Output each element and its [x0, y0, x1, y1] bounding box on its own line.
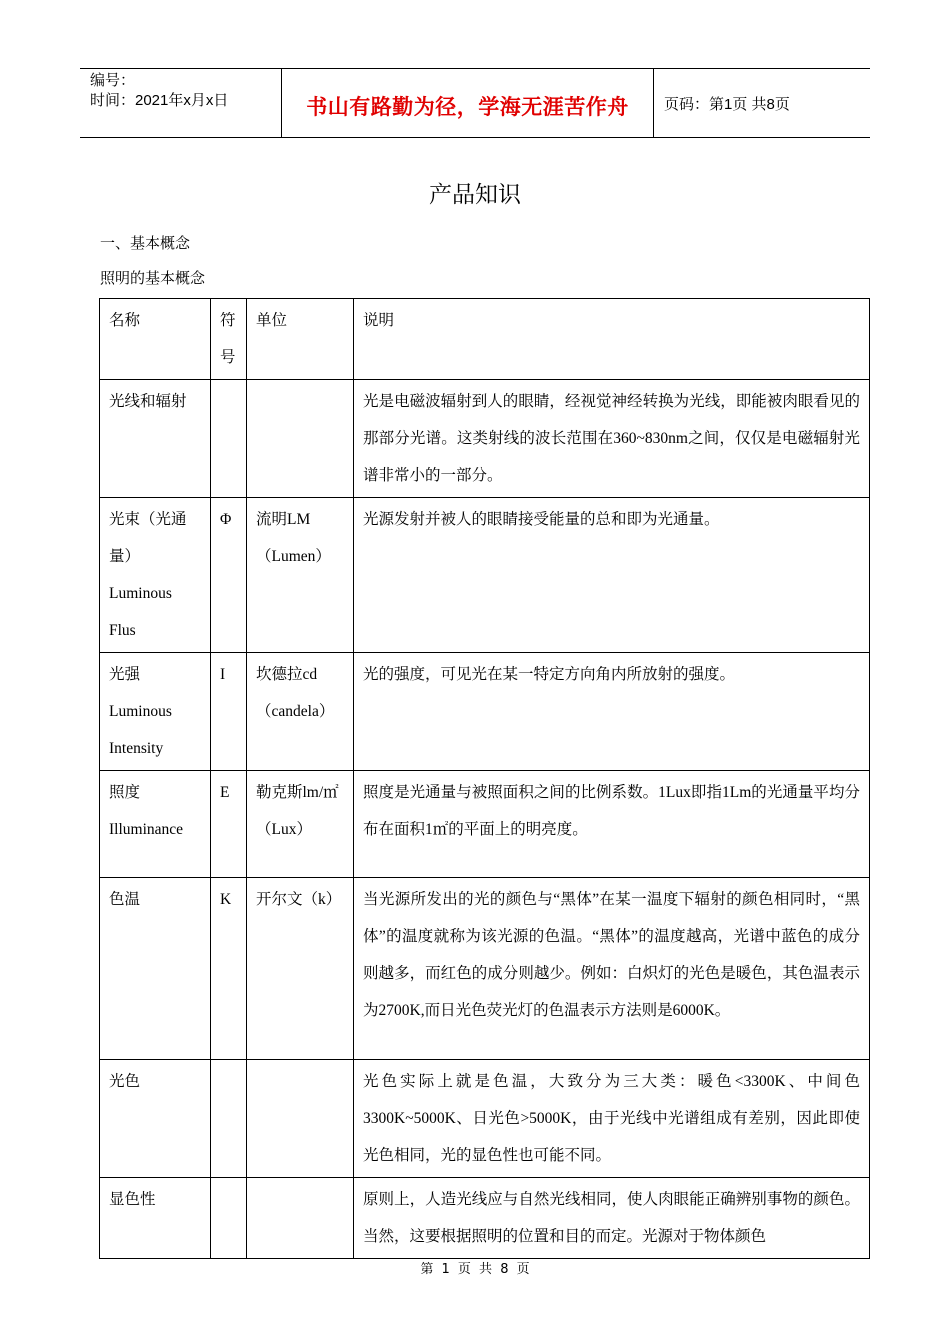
table-row	[100, 771, 870, 878]
cell-unit	[247, 1060, 354, 1178]
header-meta	[80, 69, 282, 137]
cell-symbol	[211, 1060, 247, 1178]
lighting-concepts-table	[99, 298, 870, 1259]
table-row	[100, 380, 870, 498]
section-heading: 一、基本概念	[100, 236, 191, 252]
header-unit: 单位	[247, 299, 354, 380]
cell-unit	[247, 1178, 354, 1259]
table-row	[100, 878, 870, 1060]
cell-symbol	[211, 1178, 247, 1259]
header-symbol: 符号	[211, 299, 247, 380]
table-row	[100, 653, 870, 771]
cell-name: 显色性	[100, 1178, 211, 1259]
cell-name: 照度 Illuminance	[100, 771, 211, 878]
cell-desc: 光的强度，可见光在某一特定方向角内所放射的强度。	[354, 653, 870, 771]
header-name: 名称	[100, 299, 211, 380]
cell-name: 光束（光通量）Luminous Flus	[100, 498, 211, 653]
cell-desc: 原则上，人造光线应与自然光线相同，使人肉眼能正确辨别事物的颜色。当然，这要根据照明的位置和目的而定。光源对于物体颜色	[354, 1178, 870, 1259]
cell-name: 光强 Luminous Intensity	[100, 653, 211, 771]
cell-unit: 坎德拉cd（candela）	[247, 653, 354, 771]
header-motto-cell	[282, 69, 654, 137]
page-footer: 第 1 页 共 8 页	[420, 1262, 530, 1277]
cell-name: 光线和辐射	[100, 380, 211, 498]
cell-unit: 开尔文（k）	[247, 878, 354, 1060]
cell-symbol: Φ	[211, 498, 247, 653]
cell-name: 光色	[100, 1060, 211, 1178]
table-row	[100, 1060, 870, 1178]
number-label: 编号：	[90, 72, 136, 89]
cell-symbol: K	[211, 878, 247, 1060]
subheading: 照明的基本概念	[100, 271, 206, 287]
table-header-row	[100, 299, 870, 380]
cell-unit: 勒克斯lm/㎡（Lux）	[247, 771, 354, 878]
cell-unit: 流明LM（Lumen）	[247, 498, 354, 653]
cell-desc: 光色实际上就是色温，大致分为三大类：暖色<3300K、中间色3300K~5000K、日光色>5000K，由于光线中光谱组成有差别，因此即使光色相同，光的显色性也可能不同。	[354, 1060, 870, 1178]
time-label: 时间：2021年x月x日	[90, 92, 229, 109]
cell-name: 色温	[100, 878, 211, 1060]
document-header	[80, 68, 870, 138]
page-info: 页码：第1页 共8页	[664, 96, 790, 113]
table-row	[100, 498, 870, 653]
motto: 书山有路勤为径，学海无涯苦作舟	[306, 95, 629, 119]
cell-desc: 照度是光通量与被照面积之间的比例系数。1Lux即指1Lm的光通量平均分布在面积1㎡的平面上的明亮度。	[354, 771, 870, 878]
cell-desc: 光源发射并被人的眼睛接受能量的总和即为光通量。	[354, 498, 870, 653]
cell-symbol: I	[211, 653, 247, 771]
header-desc: 说明	[354, 299, 870, 380]
cell-desc: 当光源所发出的光的颜色与“黑体”在某一温度下辐射的颜色相同时，“黑体”的温度就称为该光源的色温。“黑体”的温度越高，光谱中蓝色的成分则越多，而红色的成分则越少。例如：白炽灯的光色是暖色，其色温表示为2700K,而日光色荧光灯的色温表示方法则是6000K。	[354, 878, 870, 1060]
cell-unit	[247, 380, 354, 498]
table-row	[100, 1178, 870, 1259]
cell-symbol: E	[211, 771, 247, 878]
page-title: 产品知识	[429, 182, 521, 208]
cell-symbol	[211, 380, 247, 498]
cell-desc: 光是电磁波辐射到人的眼睛，经视觉神经转换为光线，即能被肉眼看见的那部分光谱。这类射线的波长范围在360~830nm之间，仅仅是电磁辐射光谱非常小的一部分。	[354, 380, 870, 498]
